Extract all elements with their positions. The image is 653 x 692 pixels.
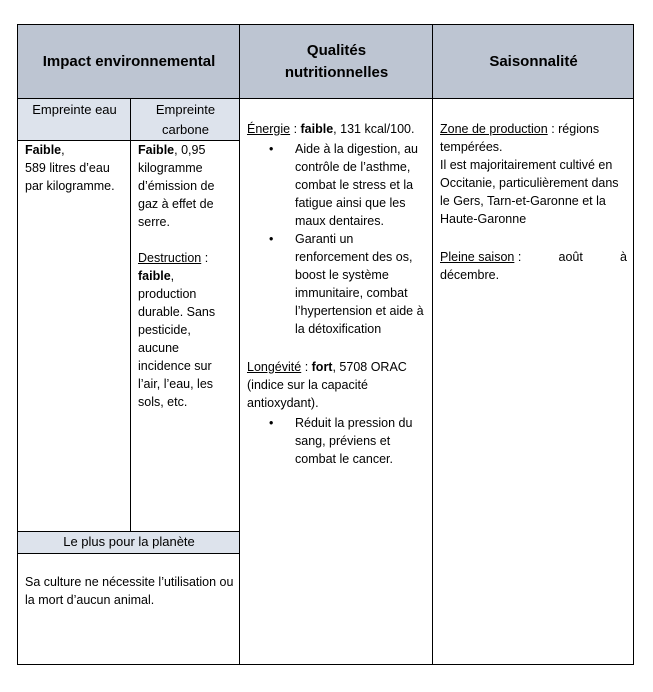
cell-empreinte-eau: Faible, 589 litres d’eau par kilogramme. <box>25 143 115 193</box>
border-left <box>17 24 18 665</box>
culture-text: Il est majoritairement cultivé en Occitanie, particulièrement dans le Gers, Tarn-et-Garonne et la Haute-Garonne <box>440 158 619 226</box>
subheader-carbone-text: Empreinte carbone <box>155 102 216 137</box>
header-impact-text: Impact environnemental <box>42 52 216 70</box>
border-subcol <box>130 98 131 531</box>
border-top <box>17 24 634 25</box>
cell-saisonnalite: Zone de production : régions tempérées. Il est majoritairement cultivé en Occitanie, particulièrement dans le Gers, Tarn-et-Garonne et la Haute-Garonne Pleine saison : août à décembre. <box>440 122 627 282</box>
border-subheader-bottom <box>17 140 240 141</box>
carbone-label: Faible <box>138 143 175 157</box>
energie-bullet-list <box>247 140 428 338</box>
subheader-eau-text: Empreinte eau <box>32 102 117 117</box>
subheader-carbone <box>131 98 240 140</box>
border-header-bottom <box>17 98 634 99</box>
energie-bullet: • Garanti un renforcement des os, boost le système immunitaire, combat l’hypertension et aide à la détoxification <box>247 230 428 338</box>
subheader-eau <box>18 98 131 140</box>
header-qualites <box>240 25 433 98</box>
energie-text: 131 kcal/100. <box>340 122 415 136</box>
border-planete-title-bottom <box>17 553 240 554</box>
longevite-bullet-list <box>247 414 428 468</box>
border-col-1 <box>239 24 240 665</box>
planete-title-cell <box>18 531 240 553</box>
longevite-bullet: • Réduit la pression du sang, préviens et combat le cancer. <box>247 414 428 468</box>
header-saison <box>433 25 634 98</box>
destruction-text: production durable. Sans pesticide, aucune incidence sur l’air, l’eau, les sols, etc. <box>138 287 216 409</box>
longevite-value: fort <box>311 360 333 374</box>
planete-text: Sa culture ne nécessite l’utilisation ou la mort d’aucun animal. <box>25 575 234 607</box>
longevite-label: Longévité <box>247 360 302 374</box>
border-bottom <box>17 664 634 665</box>
destruction-label: Destruction <box>138 251 202 265</box>
carbone-value: 0,95 <box>181 143 206 157</box>
header-qualites-text: Qualités nutritionnelles <box>284 41 389 81</box>
pleine-word-2: à <box>620 250 627 264</box>
border-col-2 <box>432 24 433 665</box>
carbone-text: kilogramme d’émission de gaz à effet de serre. <box>138 161 215 229</box>
zone-label: Zone de production <box>440 122 548 136</box>
border-right <box>633 24 634 665</box>
pleine-word-3: décembre. <box>440 268 500 282</box>
cell-empreinte-carbone: Faible, 0,95 kilogramme d’émission de gaz à effet de serre. Destruction : faible, production durable. Sans pesticide, aucune incidence sur l’air, l’eau, les sols, etc. <box>138 143 216 409</box>
energie-value: faible <box>300 122 334 136</box>
pleine-word-1: août <box>558 250 583 264</box>
planete-title: Le plus pour la planète <box>63 534 195 549</box>
zone-text: régions tempérées. <box>440 122 600 154</box>
cell-nutrition: Énergie : faible, 131 kcal/100. • Aide à la digestion, au contrôle de l’asthme, combat le stress et la fatigue ainsi que les maux dentaires. • Garanti un renforcement des os, boost le système immunitaire, combat l’hypertension et aide à la détoxification Longévité : fort, 5708 ORAC (indice sur la capacité antioxydant). • Réduit la pression du sang, préviens et combat le cancer. <box>247 120 428 468</box>
header-impact <box>18 25 240 98</box>
energie-bullet: • Aide à la digestion, au contrôle de l’asthme, combat le stress et la fatigue ainsi que les maux dentaires. <box>247 140 428 230</box>
destruction-value: faible <box>138 269 171 283</box>
longevite-text: 5708 ORAC (indice sur la capacité antioxydant). <box>247 360 407 410</box>
planete-body <box>25 573 237 609</box>
border-planete-top <box>17 531 240 532</box>
pleine-label: Pleine saison <box>440 250 515 264</box>
pleine-saison-line: Pleine saison : août à <box>440 250 627 264</box>
eau-label: Faible <box>25 143 62 157</box>
header-saison-text: Saisonnalité <box>489 52 578 70</box>
energie-label: Énergie <box>247 122 291 136</box>
eau-text: 589 litres d’eau par kilogramme. <box>25 161 115 193</box>
